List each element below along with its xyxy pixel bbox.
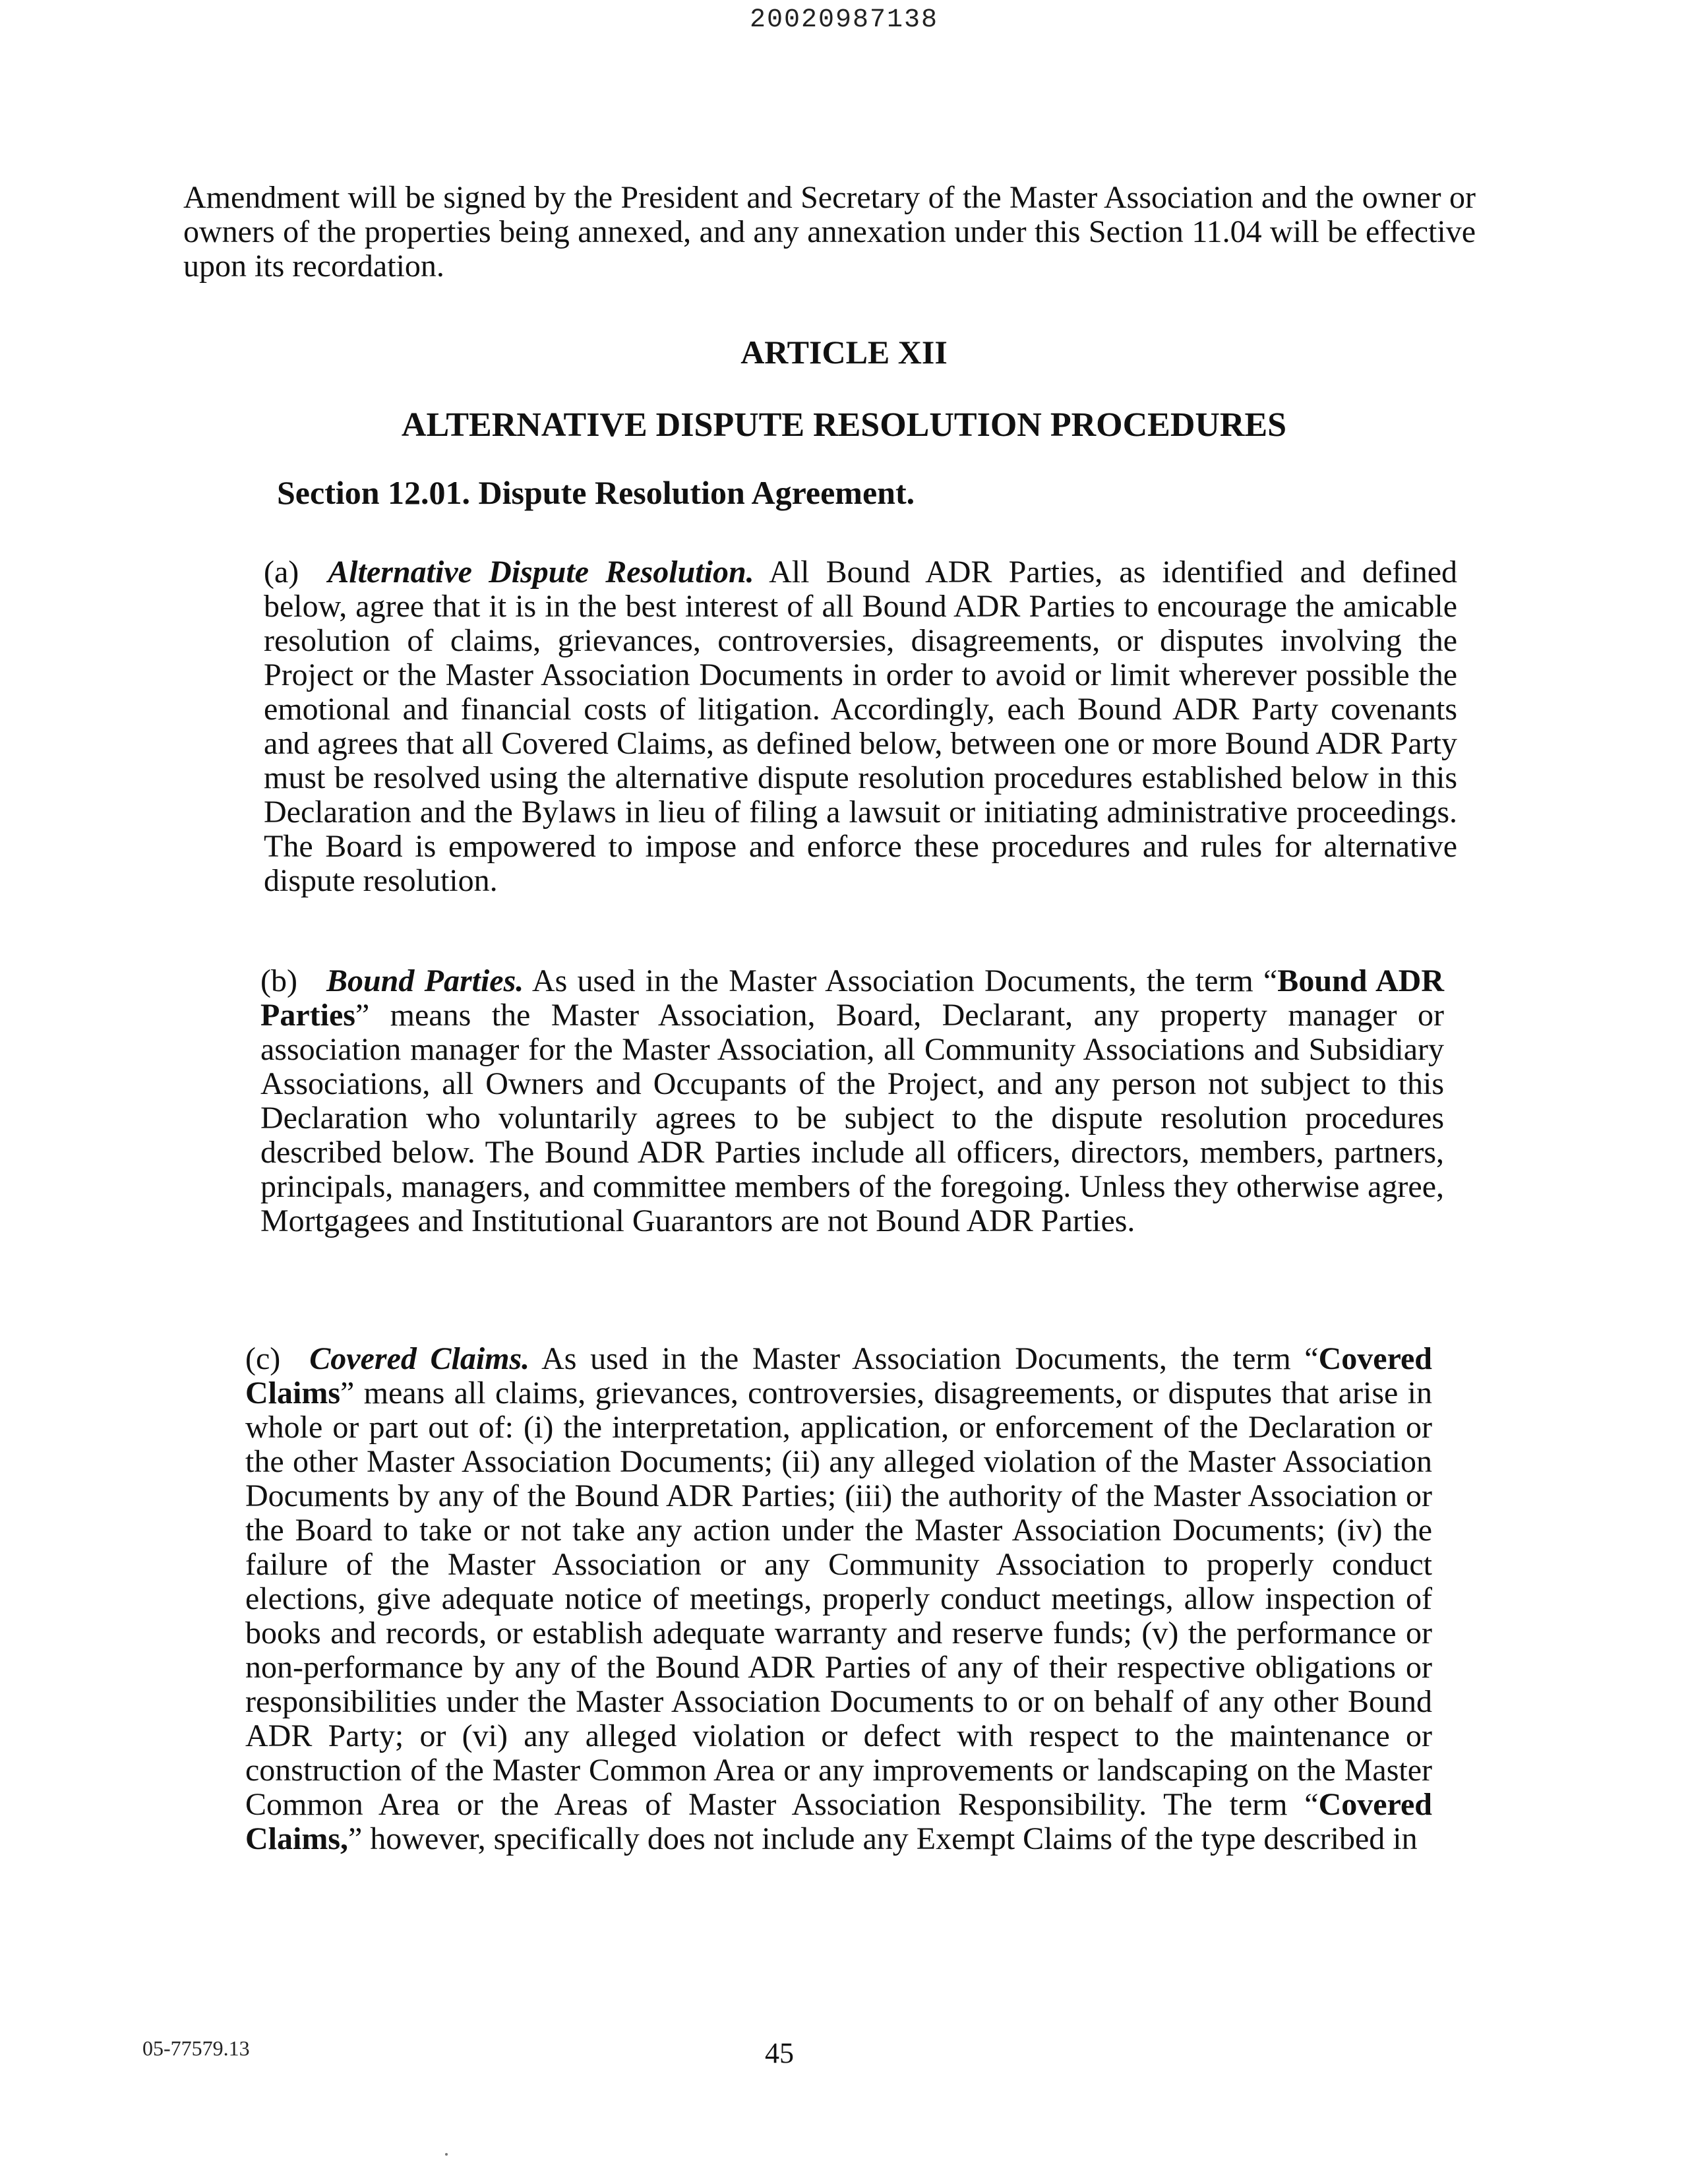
scan-speck [445,2153,448,2156]
page-number: 45 [765,2037,794,2069]
paragraph-a-text: All Bound ADR Parties, as identified and defined below, agree that it is in the best interest of all Bound ADR Parties to encourage the amicable resolution of claims, grievances, controversies, disagreements, or disputes involving the Project or the Master Association Documents in order to avoid or limit wherever possible the emotional and financial costs of litigation. Accordingly, each Bound ADR Party covenants and agrees that all Covered Claims, as defined below, between one or more Bound ADR Party must be resolved using the alternative dispute resolution procedures established below in this Declaration and the Bylaws in lieu of filing a lawsuit or initiating administrative proceedings. The Board is empowered to impose and enforce these procedures and rules for alternative dispute resolution. [264,555,1458,898]
paragraph-a-subhead: Alternative Dispute Resolution. [328,555,754,590]
article-title: ALTERNATIVE DISPUTE RESOLUTION PROCEDURES [401,406,1287,444]
article-number: ARTICLE XII [740,334,948,371]
paragraph-b-defined-term: Bound ADR Parties [260,963,1444,1033]
paragraph-b-subhead: Bound Parties. [326,963,524,998]
footer-document-id: 05-77579.13 [142,2036,250,2060]
paragraph-c-marker: (c) [245,1341,281,1376]
paragraph-a [264,555,1457,898]
paragraph-b-text-2: ” means the Master Association, Board, Declarant, any property manager or association manager for the Master Association, all Community Associations and Subsidiary Associations, all Owners and Occupants of the Project, and any person not subject to this Declaration who voluntarily agrees to be subject to the dispute resolution procedures described below. The Bound ADR Parties include all officers, directors, members, partners, principals, managers, and committee members of the foregoing. Unless they otherwise agree, Mortgagees and Institutional Guarantors are not Bound ADR Parties. [260,998,1444,1238]
paragraph-b [260,964,1444,1238]
paragraph-c-defined-term-2: Covered Claims, [245,1787,1432,1856]
paragraph-c-text-3: ” however, specifically does not include any Exempt Claims of the type described in [348,1821,1418,1856]
paragraph-c-subhead: Covered Claims. [309,1341,530,1376]
section-heading: Section 12.01. Dispute Resolution Agreement. [277,474,915,511]
paragraph-c-text-2: ” means all claims, grievances, controversies, disagreements, or disputes that arise in whole or part out of: (i) the interpretation, application, or enforcement of the Declaration or the other Master Association Documents; (ii) any alleged violation of the Master Association Documents by any of the Bound ADR Parties; (iii) the authority of the Master Association or the Board to take or not take any action under the Master Association Documents; (iv) the failure of the Master Association or any Community Association to properly conduct elections, give adequate notice of meetings, properly conduct meetings, allow inspection of books and records, or establish adequate warranty and reserve funds; (v) the performance or non-performance by any of the Bound ADR Parties of any of their respective obligations or responsibilities under the Master Association Documents to or on behalf of any other Bound ADR Party; or (vi) any alleged violation or defect with respect to the maintenance or construction of the Master Common Area or any improvements or landscaping on the Master Common Area or the Areas of Master Association Responsibility. The term “ [245,1376,1432,1822]
paragraph-b-marker: (b) [260,963,297,998]
paragraph-c-defined-term: Covered Claims [245,1341,1432,1410]
intro-paragraph: Amendment will be signed by the President and Secretary of the Master Association and the owner or owners of the properties being annexed, and any annexation under this Section 11.04 will be effective upon its recordation. [183,180,1476,284]
document-number: 20020987138 [749,5,939,35]
paragraph-c-text-1: As used in the Master Association Documents, the term “ [541,1341,1319,1376]
paragraph-c [245,1342,1432,1856]
paragraph-b-text-1: As used in the Master Association Documents, the term “ [531,963,1278,998]
paragraph-a-marker: (a) [264,555,299,590]
